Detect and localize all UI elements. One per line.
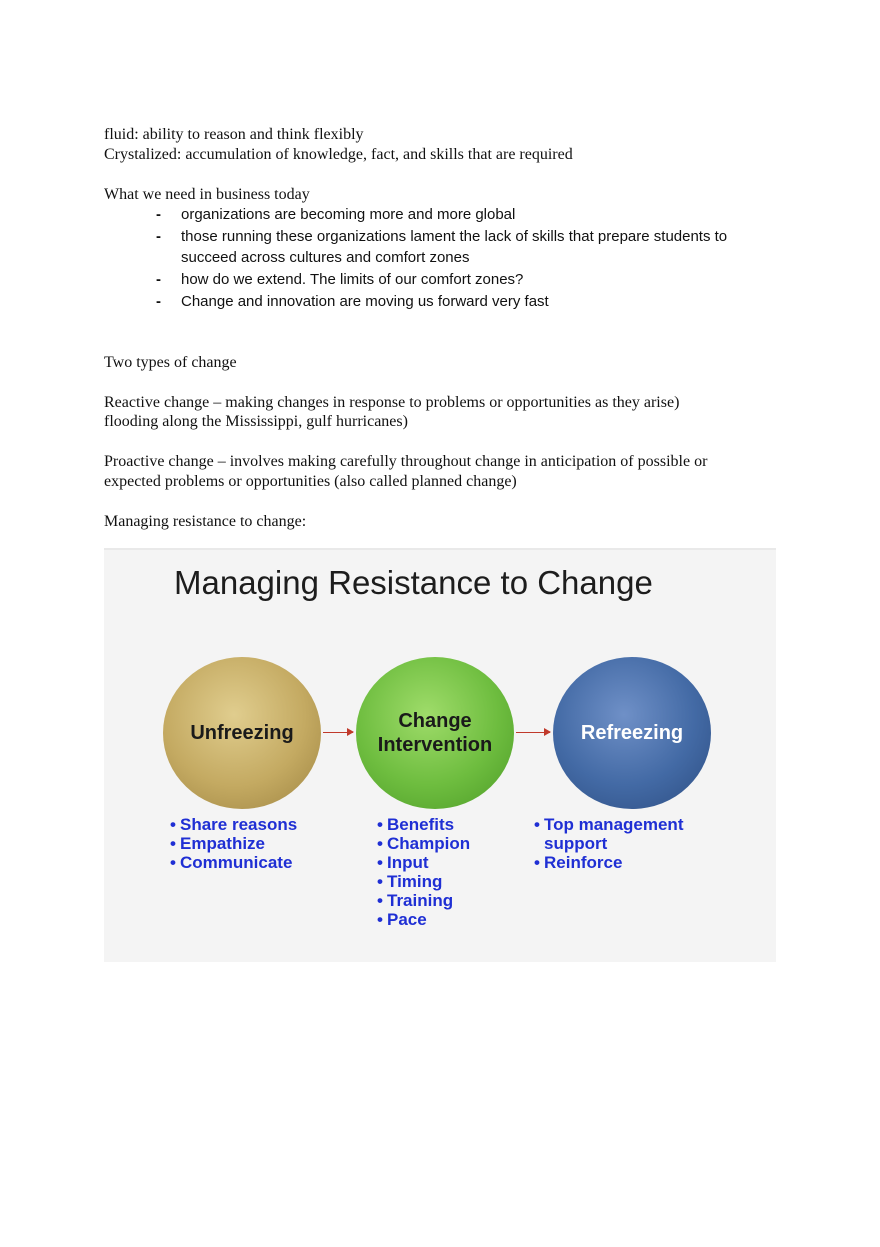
list-item: • Share reasons <box>170 815 297 834</box>
list-item-text: Change and innovation are moving us forward very fast <box>181 293 549 310</box>
list-item: • Top management support <box>534 815 734 853</box>
list-item: • Training <box>377 891 470 910</box>
list-item: • Pace <box>377 910 470 929</box>
list-item-text: how do we extend. The limits of our comfort zones? <box>181 271 524 288</box>
types-heading: Two types of change <box>104 354 237 371</box>
unfreezing-label: Unfreezing <box>190 722 294 744</box>
list-item: • Timing <box>377 872 470 891</box>
list-item: • Benefits <box>377 815 470 834</box>
reactive-change-line1: Reactive change – making changes in response to problems or opportunities as they arise) <box>104 394 680 411</box>
change-intervention-circle <box>356 657 514 809</box>
proactive-change-line1: Proactive change – involves making carefully throughout change in anticipation of possible or <box>104 453 708 470</box>
managing-heading: Managing resistance to change: <box>104 513 307 530</box>
change-intervention-list <box>377 815 470 929</box>
dash-bullet: - <box>156 293 161 310</box>
resistance-diagram <box>104 548 776 962</box>
list-item: • Communicate <box>170 853 297 872</box>
unfreezing-circle <box>163 657 321 809</box>
dash-bullet: - <box>156 228 161 245</box>
arrow-right-icon <box>323 732 353 733</box>
reactive-change-line2: flooding along the Mississippi, gulf hurricanes) <box>104 413 408 430</box>
unfreezing-list <box>170 815 297 872</box>
arrow-right-icon <box>516 732 550 733</box>
list-item-text: those running these organizations lament the lack of skills that prepare students to succeed across cultures and comfort zones <box>181 228 728 266</box>
change-intervention-label: Change Intervention <box>377 710 493 756</box>
dash-bullet: - <box>156 206 161 223</box>
list-item: • Input <box>377 853 470 872</box>
dash-bullet: - <box>156 271 161 288</box>
crystalized-definition: Crystalized: accumulation of knowledge, fact, and skills that are required <box>104 146 573 163</box>
list-item: • Champion <box>377 834 470 853</box>
fluid-definition: fluid: ability to reason and think flexibly <box>104 126 364 143</box>
list-item: • Reinforce <box>534 853 734 872</box>
proactive-change-line2: expected problems or opportunities (also called planned change) <box>104 473 517 490</box>
list-item-text: organizations are becoming more and more global <box>181 206 516 223</box>
diagram-title: Managing Resistance to Change <box>174 564 653 601</box>
list-item: • Empathize <box>170 834 297 853</box>
refreezing-circle <box>553 657 711 809</box>
refreezing-label: Refreezing <box>580 722 684 744</box>
refreezing-list <box>534 815 734 872</box>
business-heading: What we need in business today <box>104 186 310 203</box>
